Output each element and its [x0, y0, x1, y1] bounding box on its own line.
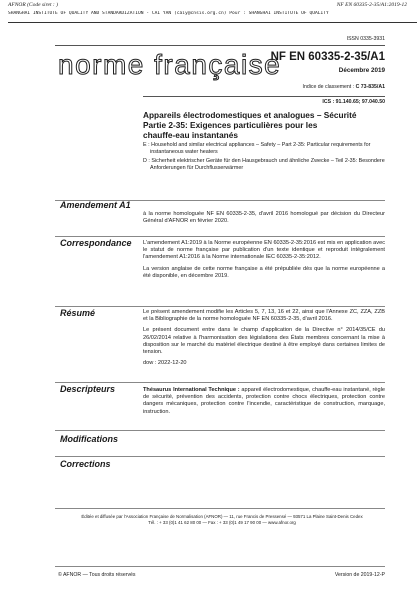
- copyright: © AFNOR — Tous droits réservés: [58, 572, 136, 578]
- title-part-line1: Partie 2-35: Exigences particulières pour les: [143, 120, 318, 130]
- correspondance-label: Correspondance: [60, 238, 132, 248]
- section-divider: [55, 382, 385, 383]
- amendement-text: [143, 211, 385, 229]
- title-main: Appareils électrodomestiques et analogues – Sécurité: [143, 110, 357, 120]
- resume-paragraph: Le présent amendement modifie les Articles 5, 7, 13, 16 et 22, ainsi que l'Annexe ZC, ZZA, ZZB et la Bibliographie de la norme homologuée NF EN 60335-2-35, d'avril 2016.: [143, 309, 385, 323]
- norme-francaise-logo: norme française: [58, 49, 282, 80]
- top-divider: [8, 22, 417, 23]
- title-block: [143, 110, 385, 172]
- version-label: Version de 2019-12-P: [334, 572, 385, 578]
- footer-divider: [55, 566, 385, 567]
- resume-paragraph: Le présent document entre dans le champ d'application de la Directive n° 2014/35/CE du 26/02/2014 relative à l'harmonisation des législations des États membres concernant la mise à disposition sur le marché du matériel électrique destiné à être employé dans certaines limites de tension.: [143, 327, 385, 356]
- descripteurs-paragraph: [143, 387, 385, 416]
- correspondance-paragraph: L'amendement A1:2019 à la Norme européenne EN 60335-2-35:2016 est mis en application avec le statut de norme française par publication d'un texte identique et reproduit intégralement l'amendement A1:2016 à la Norme internationale IEC 60335-2-35:2012.: [143, 240, 385, 261]
- amendement-paragraph: à la norme homologuée NF EN 60335-2-35, d'avril 2016 homologué par décision du Directeur Général d'AFNOR en février 2020.: [143, 211, 385, 225]
- classification-index: [303, 84, 386, 90]
- ics-divider: [143, 96, 385, 97]
- standard-number: NF EN 60335-2-35/A1: [270, 51, 385, 63]
- issn: ISSN 0335-3931: [346, 36, 385, 42]
- section-divider: [55, 456, 385, 457]
- document-reference: NF EN 60335-2-35/A1:2019-12: [336, 2, 407, 8]
- afnor-code: AFNOR (Code siret : ): [8, 2, 58, 8]
- cover-divider: [55, 45, 385, 46]
- correspondance-text: [143, 240, 385, 284]
- footer-divider: [55, 508, 385, 509]
- resume-text: [143, 309, 385, 371]
- publisher-contact: Tél. : + 33 (0)1 41 62 80 00 — Fax : + 33 (0)1 49 17 90 00 — www.afnor.org: [148, 520, 296, 525]
- amendement-label: Amendement A1: [60, 200, 131, 210]
- descripteurs-text: [143, 387, 385, 420]
- licence-line: SHANGHAI INSTITUTE OF QUALITY AND STANDARDIZATION - CAI YAN (caiy@cnsis.org.cn) Pour : SHANGHAI INSTITUTE OF QUALITY: [8, 11, 329, 16]
- corrections-label: Corrections: [60, 459, 111, 469]
- section-divider: [55, 430, 385, 431]
- classement-value: C 73-835/A1: [355, 84, 385, 90]
- thesaurus-label: Thésaurus International Technique :: [143, 387, 240, 393]
- ics-codes: ICS : 91.140.65; 97.040.50: [322, 99, 385, 105]
- section-divider: [55, 236, 385, 237]
- resume-paragraph: dow : 2022-12-20: [143, 360, 187, 367]
- classement-label: Indice de classement :: [302, 84, 355, 90]
- section-divider: [55, 306, 385, 307]
- title-part-line2: chauffe-eau instantanés: [143, 130, 238, 140]
- resume-label: Résumé: [60, 308, 96, 318]
- descripteurs-label: Descripteurs: [60, 384, 116, 394]
- keywords: appareil électrodomestique, chauffe-eau instantané, règle de sécurité, prévention des accidents, protection contre chocs électriques, protection contre dangers mécaniques, protection contre l'incendie, caractéristique de construction, marquage, instruction.: [143, 387, 385, 415]
- correspondance-paragraph: La version anglaise de cette norme française a été prépubliée dès que la norme européenne a été disponible, en décembre 2019.: [143, 265, 385, 279]
- publisher-address: Éditée et diffusée par l'Association Française de Normalisation (AFNOR) — 11, rue Francis de Pressensé — 93571 La Plaine Saint-Denis Cedex: [81, 514, 363, 519]
- modifications-label: Modifications: [60, 434, 118, 444]
- german-title: D : Sicherheit elektrischer Geräte für den Hausgebrauch und ähnliche Zwecke – Teil 2-35: Besondere Anforderungen für Durchflusserwärmer: [143, 158, 385, 171]
- publication-date: Décembre 2019: [338, 67, 385, 74]
- publisher-info: [58, 514, 386, 526]
- english-title: E : Household and similar electrical appliances – Safety – Part 2-35: Particular requirements for instantaneous water heaters: [143, 142, 371, 155]
- afnor-header: [8, 1, 407, 11]
